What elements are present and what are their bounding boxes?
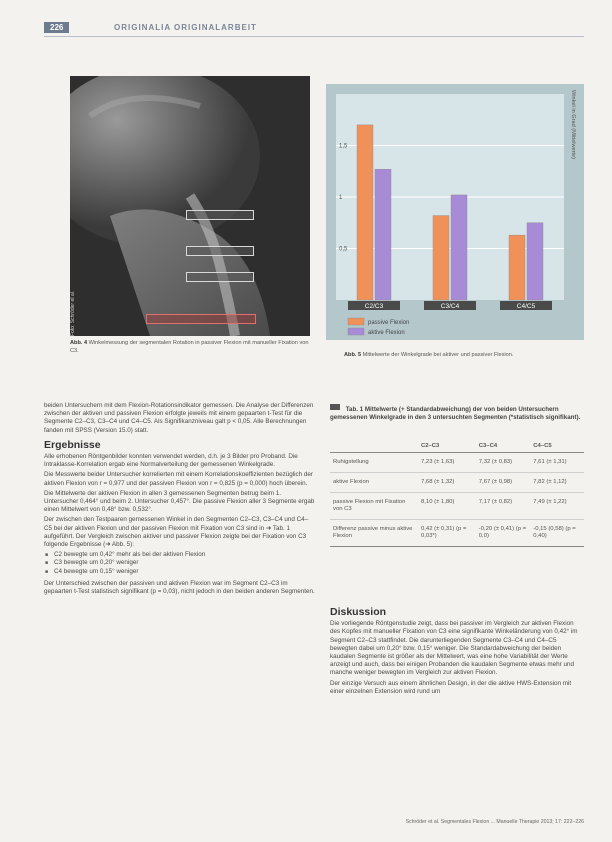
chart-bar	[433, 216, 449, 300]
journal-title: ORIGINALIA ORIGINALARBEIT	[114, 23, 257, 32]
category-label: C4/C5	[516, 303, 536, 310]
table-1-label: Tab. 1	[345, 406, 364, 413]
table-row	[330, 520, 584, 547]
section-heading-results: Ergebnisse	[44, 438, 101, 451]
table-header-row	[330, 440, 584, 453]
table-cell: Differenz passive minus aktive Flexion	[330, 520, 418, 547]
list-item: ■ C3 bewegte um 0,20° weniger	[54, 559, 316, 567]
results-table	[330, 440, 584, 547]
chart-bar	[357, 125, 373, 300]
table-header: C2–C3	[418, 440, 476, 453]
segment-label-3	[186, 272, 254, 282]
results-p5: Der Unterschied zwischen der passiven und aktiven Flexion war im Segment C2–C3 im gepaarten t-Test statistisch signifikant (p = 0,03), nicht jedoch in den beiden anderen Segmenten.	[44, 579, 315, 596]
legend-label: aktive Flexion	[368, 330, 405, 336]
table-cell: 0,42 (± 0,31) (p = 0,03*)	[418, 520, 476, 547]
table-cell: 7,32 (± 0,83)	[476, 453, 530, 473]
table-row	[330, 493, 584, 520]
figure-5-label: Abb. 5	[344, 352, 362, 358]
table-header: C4–C5	[530, 440, 584, 453]
table-cell: 7,23 (± 1,63)	[418, 453, 476, 473]
page-footer: Schröder et al. Segmentales Flexion ... Manuelle Therapie 2013; 17: 222–226	[405, 819, 584, 825]
methods-tail: beiden Untersuchern mit dem Flexion-Rotationsindikator gemessen. Die Analyse der Differenzen zwischen der aktiven und passiven Flexion erfolgte jeweils mit einem gepaarten t-Test für die Segmente C2–C3, C3–C4 und C4–C5. Als Signifikanzniveau galt p < 0,05. Alle Berechnungen fanden mit SPSS (Version 15.0) statt.	[44, 402, 314, 434]
chart-bar	[509, 235, 525, 300]
segment-label-2	[186, 246, 254, 256]
segment-label-1	[186, 210, 254, 220]
results-p3: Die Mittelwerte der aktiven Flexion in allen 3 gemessenen Segmenten betrug beim 1. Untersucher 0,464° und beim 2. Untersucher 0,457°. Die passive Flexion aller 3 Segmente ergab einen Mittelwert von 0,48° bzw. 0,532°.	[44, 489, 315, 514]
figure-5-text: Mittelwerte der Winkelgrade bei aktiver und passiver Flexion.	[362, 352, 514, 358]
table-cell: 8,10 (± 1,80)	[418, 493, 476, 520]
figure-5-caption	[344, 352, 584, 358]
table-cell: Ruhigstellung	[330, 453, 418, 473]
figure-4-text: Winkelmessung der segmentalen Rotation in passiver Flexion mit manueller Fixation von C3.	[70, 340, 309, 354]
photo-credit: Foto: Schröder et al.	[70, 290, 76, 336]
chart-y-label: Winkel in Grad (Mittelwerte)	[570, 90, 576, 160]
table-row	[330, 453, 584, 473]
table-cell: 7,67 (± 0,98)	[476, 473, 530, 493]
table-cell: -0,15 (0,58) (p = 0,40)	[530, 520, 584, 547]
chart-bar	[527, 223, 543, 300]
table-cell: 7,82 (± 1,12)	[530, 473, 584, 493]
chart-bar	[375, 169, 391, 300]
table-cell: -0,20 (± 0,41) (p = 0,0)	[476, 520, 530, 547]
results-p1: Alle erhobenen Röntgenbilder konnten verwendet werden, d.h. je 3 Bilder pro Proband. Die Intraklasse-Korrelation ergab eine Normalverteilung der gemessenen Winkelgrade.	[44, 453, 298, 469]
list-item: ■ C4 bewegte um 0,15° weniger	[54, 568, 316, 576]
table-cell: 7,49 (± 1,22)	[530, 493, 584, 520]
table-1-text: Mittelwerte (+ Standardabweichung) der von beiden Untersuchern gemessenen Winkelgrade in den 3 untersuchten Segmenten (*statistisch signifikant).	[330, 406, 581, 421]
page-header	[44, 22, 584, 36]
table-cell: aktive Flexion	[330, 473, 418, 493]
discussion-p1: Die vorliegende Röntgenstudie zeigt, dass bei passiver im Vergleich zur aktiven Flexion des Kopfes mit manueller Fixation von C3 eine signifikante Winkeländerung von 0,42° im Segment C2–C3 stattfindet. Die darunterliegenden Segmente C3–C4 und C4–C5 bewegten dabei um 0,20° bzw. 0,15° weniger. Die Standardabweichung der beiden kaudalen Segmente ist größer als der Mittelwert, was eine hohe Variabilität der Werte anzeigt und auch, dass bei einigen Probanden die kaudalen Segmente etwas mehr und manche weniger bewegten im Vergleich zur aktiven Flexion.	[330, 620, 578, 677]
list-item: ■ C2 bewegte um 0,42° mehr als bei der aktiven Flexion	[54, 551, 316, 559]
figure-4-label: Abb. 4	[70, 340, 88, 346]
table-cell: 7,17 (± 0,82)	[476, 493, 530, 520]
table-marker-icon	[330, 404, 340, 410]
legend-swatch	[348, 318, 364, 325]
bar-chart	[326, 84, 584, 340]
table-cell: passive Flexion mit Fixation von C3	[330, 493, 418, 520]
header-rule	[44, 36, 584, 37]
figure-4-caption	[70, 340, 310, 355]
results-list	[44, 551, 316, 576]
table-cell: 7,68 (± 1,32)	[418, 473, 476, 493]
y-tick-label: 1,5	[339, 143, 348, 150]
table-header	[330, 440, 418, 453]
xray-image	[70, 76, 310, 336]
section-heading-discussion: Diskussion	[330, 606, 387, 618]
table-header: C3–C4	[476, 440, 530, 453]
legend-swatch	[348, 328, 364, 335]
fixation-label	[146, 314, 256, 324]
right-column	[330, 602, 584, 698]
category-label: C2/C3	[364, 303, 384, 310]
page-number: 226	[44, 22, 69, 33]
results-p2: Die Messwerte beider Untersucher korrelierten mit einem Korrelationskoeffizienten bezüglich der aktiven Flexion von r = 0,977 und der passiven Flexion von r = 0,825 (p = 0,000) hoch überein.	[44, 471, 314, 487]
left-column	[44, 402, 316, 598]
table-1-caption	[330, 404, 584, 422]
y-tick-label: 1	[339, 195, 343, 201]
y-tick-label: 0,5	[339, 246, 348, 253]
table-cell: 7,61 (± 1,31)	[530, 453, 584, 473]
results-p4: Der zwischen den Testpaaren gemessenen Winkel in den Segmenten C2–C3, C3–C4 und C4–C5 bei der aktiven Flexion und der passiven Flexion mit Fixation von C3 sind in ➜ Tab. 1 aufgeführt. Der Vergleich zwischen aktiver und passiver Flexion zeigte bei der Fixation von C3 folgende Ergebnisse (➜ Abb. 5):	[44, 516, 309, 549]
table-row	[330, 473, 584, 493]
legend-label: passive Flexion	[368, 320, 410, 326]
xray-graphic	[70, 76, 310, 336]
discussion-p2: Der einzige Versuch aus einem ähnlichen Design, in der die aktive HWS-Extension mit einer einzelnen Extension wird rund um	[330, 679, 572, 695]
category-label: C3/C4	[440, 303, 460, 310]
chart-bar	[451, 195, 467, 300]
